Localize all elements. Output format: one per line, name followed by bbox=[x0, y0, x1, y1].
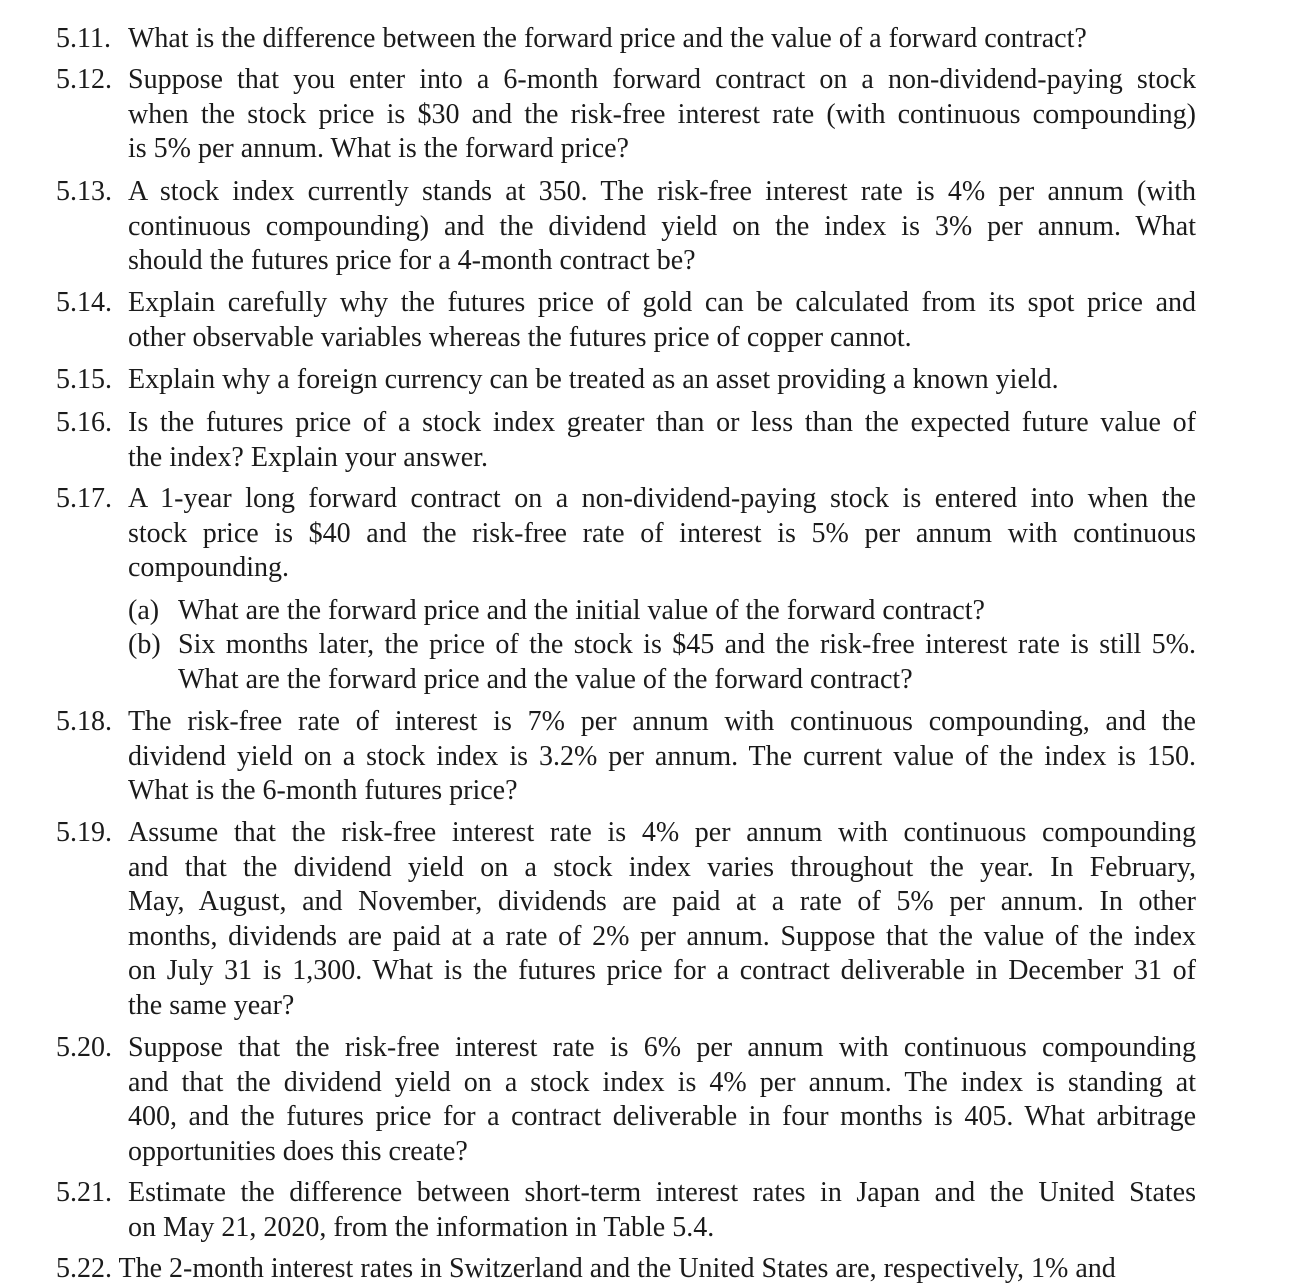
problem-line: What is the 6-month futures price? bbox=[128, 775, 518, 806]
problem-number: 5.12. bbox=[56, 64, 112, 95]
subitem-line: What are the forward price and the value of the forward contract? bbox=[178, 663, 913, 695]
problem-line: opportunities does this create? bbox=[128, 1135, 468, 1167]
subitem-line: What are the forward price and the initial value of the forward contract? bbox=[178, 594, 985, 626]
problem-line: Explain why a foreign currency can be treated as an asset providing a known yield. bbox=[128, 364, 1059, 395]
problem-text bbox=[128, 482, 1196, 697]
problem-5-15 bbox=[56, 363, 1196, 398]
problem-line: and that the dividend yield on a stock index varies throughout the year. In February, bbox=[128, 851, 1196, 883]
problem-number: 5.18. bbox=[56, 706, 112, 737]
subitem-label: (a) bbox=[128, 594, 160, 626]
problem-5-21 bbox=[56, 1176, 1196, 1245]
problem-5-14 bbox=[56, 286, 1196, 355]
problem-line: Explain carefully why the futures price of gold can be calculated from its spot price and bbox=[128, 287, 1196, 318]
cutoff-problem-line: 5.22. The 2-month interest rates in Switzerland and the United States are, respectively, 1% and bbox=[56, 1253, 1116, 1284]
problem-5-18 bbox=[56, 705, 1196, 809]
subitem-a bbox=[128, 594, 1196, 629]
problem-line: May, August, and November, dividends are paid at a rate of 5% per annum. In other bbox=[128, 886, 1196, 917]
problem-line: Suppose that the risk-free interest rate is 6% per annum with continuous compounding bbox=[128, 1032, 1196, 1063]
problem-number: 5.17. bbox=[56, 483, 112, 514]
problem-line: A stock index currently stands at 350. The risk-free interest rate is 4% per annum (with bbox=[128, 176, 1196, 207]
problem-number: 5.13. bbox=[56, 176, 112, 207]
subitem-label: (b) bbox=[128, 629, 161, 660]
problem-line: Estimate the difference between short-term interest rates in Japan and the United States bbox=[128, 1177, 1196, 1208]
problem-5-17 bbox=[56, 482, 1196, 697]
problem-text bbox=[128, 175, 1196, 279]
problem-text bbox=[128, 406, 1196, 475]
problem-line: months, dividends are paid at a rate of 2% per annum. Suppose that the value of the index bbox=[128, 920, 1196, 952]
problem-text bbox=[128, 363, 1196, 398]
problem-number: 5.11. bbox=[56, 23, 111, 54]
problem-text bbox=[128, 22, 1196, 57]
problem-number: 5.16. bbox=[56, 407, 112, 438]
problem-text bbox=[128, 286, 1196, 355]
problem-line: compounding. bbox=[128, 552, 289, 583]
problem-line: is 5% per annum. What is the forward price? bbox=[128, 133, 629, 164]
subitem-b bbox=[128, 628, 1196, 697]
problem-line: dividend yield on a stock index is 3.2% per annum. The current value of the index is 150. bbox=[128, 740, 1196, 772]
problem-number: 5.15. bbox=[56, 364, 112, 395]
problem-line: Suppose that you enter into a 6-month forward contract on a non-dividend-paying stock bbox=[128, 64, 1196, 95]
problem-5-12 bbox=[56, 63, 1196, 167]
problem-text bbox=[128, 816, 1196, 1023]
problem-text bbox=[128, 705, 1196, 809]
problem-line: and that the dividend yield on a stock index is 4% per annum. The index is standing at bbox=[128, 1066, 1196, 1098]
problem-line: Assume that the risk-free interest rate is 4% per annum with continuous compounding bbox=[128, 817, 1196, 848]
problem-line: What is the difference between the forward price and the value of a forward contract? bbox=[128, 23, 1087, 54]
problem-line: the index? Explain your answer. bbox=[128, 441, 489, 473]
problem-line: The risk-free rate of interest is 7% per annum with continuous compounding, and the bbox=[128, 706, 1196, 737]
problem-number: 5.19. bbox=[56, 817, 112, 848]
problem-line: other observable variables whereas the futures price of copper cannot. bbox=[128, 321, 912, 353]
problem-5-20 bbox=[56, 1031, 1196, 1169]
problem-5-11 bbox=[56, 22, 1196, 57]
problem-5-16 bbox=[56, 406, 1196, 475]
problem-text bbox=[128, 63, 1196, 167]
problem-line: on July 31 is 1,300. What is the futures price for a contract deliverable in December 31 of bbox=[128, 955, 1196, 986]
problem-line: on May 21, 2020, from the information in Table 5.4. bbox=[128, 1211, 715, 1243]
problem-number: 5.20. bbox=[56, 1032, 112, 1063]
problem-line: stock price is $40 and the risk-free rate of interest is 5% per annum with continuous bbox=[128, 517, 1196, 549]
problem-line: when the stock price is $30 and the risk-free interest rate (with continuous compounding) bbox=[128, 98, 1196, 130]
problem-5-19 bbox=[56, 816, 1196, 1023]
problem-line: should the futures price for a 4-month contract be? bbox=[128, 245, 696, 276]
problem-line: 400, and the futures price for a contract deliverable in four months is 405. What arbitrage bbox=[128, 1101, 1196, 1132]
problem-line: A 1-year long forward contract on a non-dividend-paying stock is entered into when the bbox=[128, 483, 1196, 514]
subitem-line: Six months later, the price of the stock is $45 and the risk-free interest rate is still 5%. bbox=[178, 629, 1196, 660]
problem-text bbox=[128, 1031, 1196, 1169]
problem-line: the same year? bbox=[128, 989, 295, 1021]
problem-number: 5.21. bbox=[56, 1177, 112, 1208]
problem-5-13 bbox=[56, 175, 1196, 279]
problem-line: continuous compounding) and the dividend yield on the index is 3% per annum. What bbox=[128, 210, 1196, 242]
problem-text bbox=[128, 1176, 1196, 1245]
problem-line: Is the futures price of a stock index greater than or less than the expected future value of bbox=[128, 407, 1196, 438]
problem-number: 5.14. bbox=[56, 287, 112, 318]
